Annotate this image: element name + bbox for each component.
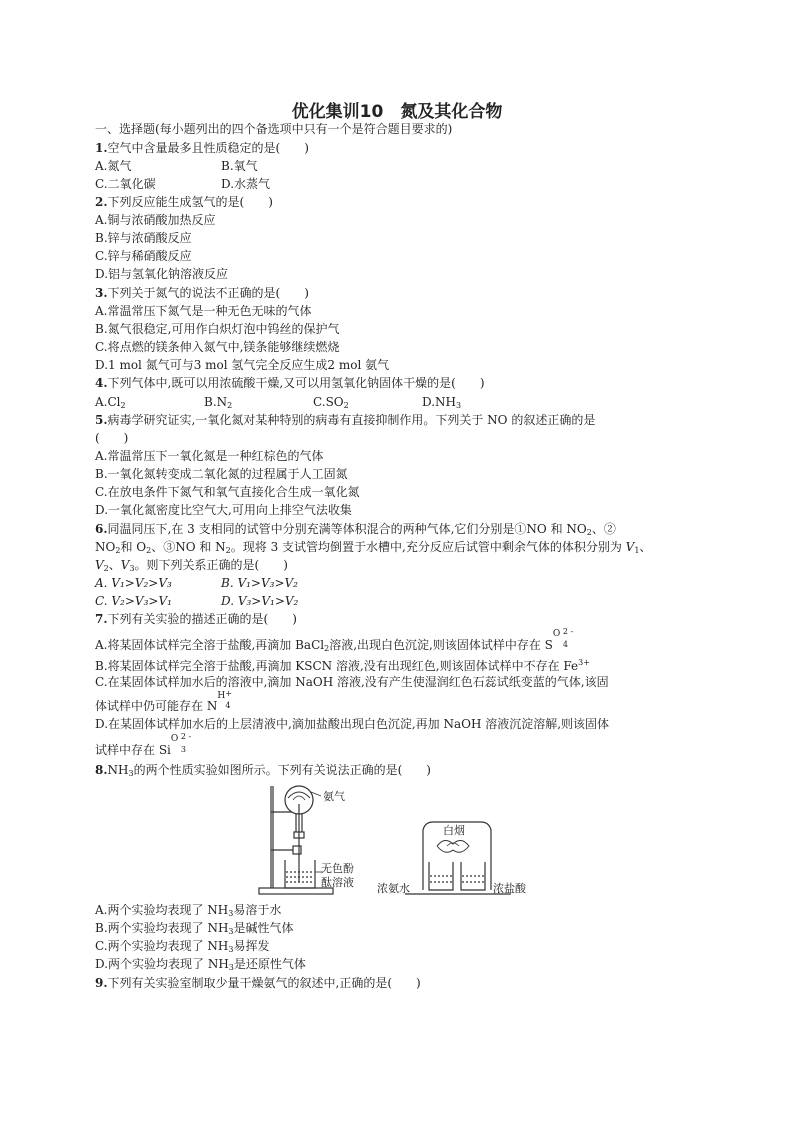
question-stem: 下列关于氮气的说法不正确的是( )	[107, 286, 309, 300]
experiment-figure	[255, 782, 555, 900]
option-d: D.一氧化氮密度比空气大,可用向上排空气法收集	[95, 503, 352, 517]
option-c: C.在某固体试样加水后的溶液中,滴加 NaOH 溶液,没有产生使湿润红色石蕊试纸变蓝的气体,该固	[95, 675, 609, 689]
option-a: A.铜与浓硝酸加热反应	[95, 213, 216, 227]
label-conc-hcl: 浓盐酸	[493, 882, 526, 895]
option-b: B.氮气很稳定,可用作白炽灯泡中钨丝的保护气	[95, 322, 340, 336]
option-c-line-2: 体试样中仍可能存在 N H + 4	[95, 689, 233, 713]
option-a: A.两个实验均表现了 $NH_3$易溶于水	[95, 903, 282, 918]
question-3	[95, 286, 309, 301]
question-stem: 下列有关实验室制取少量干燥氨气的叙述中,正确的是( )	[107, 976, 421, 990]
option-b: B.一氧化氮转变成二氧化氮的过程属于人工固氮	[95, 467, 348, 481]
option-a: A.常温常压下一氧化氮是一种红棕色的气体	[95, 449, 324, 463]
section-heading: 一、选择题(每小题列出的四个备选项中只有一个是符合题目要求的)	[95, 122, 453, 136]
page-title: 优化集训10 氮及其化合物	[291, 102, 503, 122]
option-a: A. V₁>V₂>V₃	[95, 576, 172, 590]
option-b: B.氧气	[221, 159, 258, 173]
question-stem: 空气中含量最多且性质稳定的是( )	[107, 141, 309, 155]
option-d: D.两个实验均表现了 $NH_3$是还原性气体	[95, 957, 306, 972]
option-d: $D.NH_3$	[422, 395, 462, 410]
question-number: 5.	[95, 413, 108, 427]
option-d: D.1 mol 氮气可与3 mol 氢气完全反应生成2 mol 氨气	[95, 358, 390, 372]
option-d: D.在某固体试样加水后的上层清液中,滴加盐酸出现白色沉淀,再加 NaOH 溶液沉淀溶解,则该固体	[95, 717, 610, 731]
option-d-line-2: 试样中存在 Si O 2 - 3	[95, 732, 192, 757]
question-6: 6.同温同压下,在 3 支相同的试管中分别充满等体积混合的两种气体,它们分别是①NO 和 $NO_2$、②	[95, 522, 616, 537]
question-number: 8.	[95, 763, 108, 777]
question-stem: 病毒学研究证实,一氧化氮对某种特别的病毒有直接抑制作用。下列关于 NO 的叙述正确的是	[107, 413, 596, 427]
option-b: $B.N_2$	[204, 395, 233, 410]
option-c: C.锌与稀硝酸反应	[95, 249, 192, 263]
options-row	[95, 177, 270, 192]
question-stem: 下列气体中,既可以用浓硫酸干燥,又可以用氢氧化钠固体干燥的是( )	[107, 376, 485, 390]
question-9	[95, 976, 421, 991]
question-6-line-2: $NO_2$和 $O_2$、③NO 和 $N_2$。现将 3 支试管均倒置于水槽中,充分反应后试管中剩余气体的体积分别为 $V_1$、	[95, 540, 652, 555]
option-b: B.将某固体试样完全溶于盐酸,再滴加 KSCN 溶液,没有出现红色,则该固体试样中不存在 $Fe^{3+}$	[95, 658, 590, 673]
option-a: $A.Cl_2$	[95, 395, 126, 410]
options-row	[95, 594, 298, 609]
options-row	[95, 576, 298, 591]
option-a: A.氮气	[95, 159, 132, 173]
label-conc-ammonia: 浓氨水	[377, 882, 410, 895]
option-c: C.二氧化碳	[95, 177, 156, 191]
option-b: B.锌与浓硝酸反应	[95, 231, 192, 245]
option-d: D.水蒸气	[221, 177, 271, 191]
question-number: 2.	[95, 195, 108, 209]
question-5	[95, 413, 595, 428]
question-number: 1.	[95, 141, 108, 155]
option-b: B. V₁>V₃>V₂	[221, 576, 298, 590]
question-1	[95, 141, 309, 156]
question-6-line-3: $V_2$、$V_3$。则下列关系正确的是( )	[95, 558, 288, 573]
label-phenolphthalein-2: 酞溶液	[321, 876, 354, 889]
question-stem: 下列反应能生成氢气的是( )	[107, 195, 273, 209]
question-2	[95, 195, 273, 210]
option-d: D. V₃>V₁>V₂	[221, 594, 299, 608]
option-d: D.铝与氢氧化钠溶液反应	[95, 267, 229, 281]
option-c: C.在放电条件下氮气和氧气直接化合生成一氧化氮	[95, 485, 360, 499]
question-number: 4.	[95, 376, 108, 390]
label-white-smoke: 白烟	[443, 824, 465, 837]
question-number: 9.	[95, 976, 108, 990]
label-phenolphthalein: 无色酚	[321, 862, 354, 875]
option-a: A.将某固体试样完全溶于盐酸,再滴加 BaCl$_2$溶液,出现白色沉淀,则该固体试样中存在 S O 2 - 4	[95, 627, 574, 653]
question-number: 6.	[95, 522, 108, 536]
answer-blank: ( )	[95, 431, 129, 445]
question-8: $8.NH_3$的两个性质实验如图所示。下列有关说法正确的是( )	[95, 763, 431, 778]
label-ammonia: 氨气	[323, 790, 345, 803]
options-row	[95, 159, 258, 174]
option-c: C.两个实验均表现了 $NH_3$易挥发	[95, 939, 270, 954]
question-7	[95, 612, 297, 627]
option-c: C.将点燃的镁条伸入氮气中,镁条能够继续燃烧	[95, 340, 340, 354]
option-c: $C.SO_2$	[313, 395, 349, 410]
options-row	[95, 395, 461, 413]
option-a: A.常温常压下氮气是一种无色无味的气体	[95, 304, 312, 318]
option-b: B.两个实验均表现了 $NH_3$是碱性气体	[95, 921, 294, 936]
question-number: 7.	[95, 612, 108, 626]
option-c: C. V₂>V₃>V₁	[95, 594, 172, 608]
question-number: 3.	[95, 286, 108, 300]
question-stem: 下列有关实验的描述正确的是( )	[107, 612, 297, 626]
question-4	[95, 376, 485, 391]
